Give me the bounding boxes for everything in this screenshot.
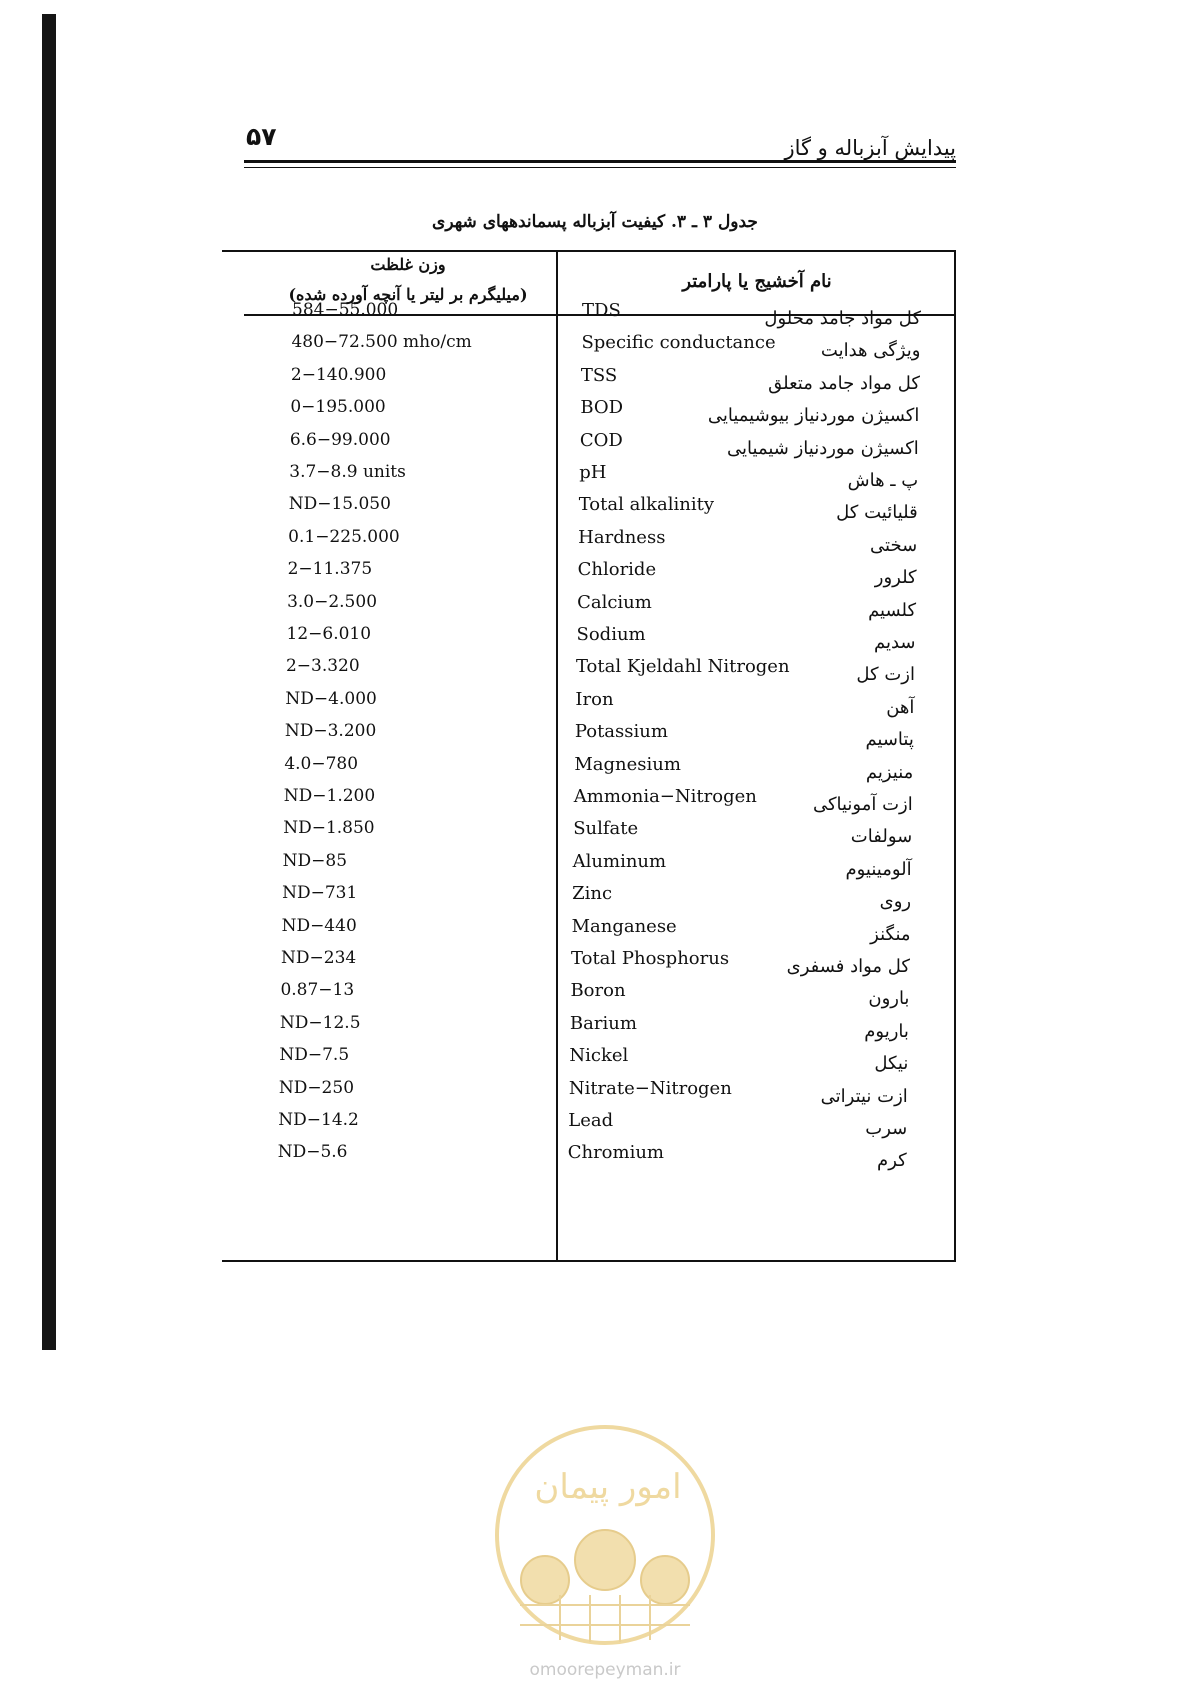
parameter-english: BOD: [580, 397, 624, 419]
concentration-value: 12−6.010: [286, 624, 372, 644]
table-row: [0, 462, 1191, 496]
parameter-english: Aluminum: [572, 850, 667, 872]
parameter-english: Nickel: [569, 1045, 629, 1067]
table-row: [0, 527, 1191, 561]
parameter-persian: ازت آمونیاکی: [812, 794, 913, 815]
table-row: [0, 721, 1191, 755]
table-row: [0, 656, 1191, 690]
parameter-english: Manganese: [571, 915, 677, 937]
parameter-english: Total Kjeldahl Nitrogen: [575, 656, 790, 678]
table-row: [0, 1142, 1191, 1176]
concentration-value: ND−234: [281, 948, 357, 968]
parameter-english: Total Phosphorus: [571, 948, 730, 969]
concentration-value: ND−3.200: [284, 721, 377, 742]
watermark-site: omoorepeyman.ir: [529, 1660, 681, 1680]
table-row: [0, 332, 1191, 366]
parameter-persian: روی: [879, 891, 912, 913]
parameter-persian: پ ـ هاش: [847, 470, 919, 491]
table-row: [0, 430, 1191, 464]
table-row: [0, 592, 1191, 626]
parameter-persian: کل مواد جامد متعلق: [768, 372, 920, 394]
running-head: پیدایش آبزباله و گاز: [784, 136, 956, 160]
parameter-persian: ازت کل: [856, 664, 915, 686]
concentration-value: ND−5.6: [277, 1142, 348, 1163]
table-row: [0, 494, 1191, 528]
parameter-english: Sulfate: [573, 818, 639, 840]
parameter-english: Calcium: [577, 591, 652, 613]
parameter-column-header: نام آخشیج یا پارامتر: [682, 271, 832, 292]
watermark-logo-text: امور پیمان: [534, 1467, 682, 1507]
table-row: [0, 786, 1191, 820]
parameter-persian: آلومینیوم: [845, 858, 912, 880]
parameter-persian: بارون: [868, 988, 910, 1010]
concentration-header-line2: (میلیگرم بر لیتر یا آنچه آورده شده): [288, 285, 528, 304]
concentration-value: 2−11.375: [287, 559, 373, 580]
table-row: [0, 980, 1191, 1014]
table-row: [0, 754, 1191, 788]
parameter-english: Lead: [568, 1110, 614, 1131]
concentration-value: 0.1−225.000: [288, 526, 400, 547]
table-row: [0, 1110, 1191, 1144]
parameter-english: Total alkalinity: [578, 494, 714, 516]
table-row: [0, 916, 1191, 950]
concentration-value: ND−15.050: [288, 494, 391, 515]
parameter-persian: سولفات: [850, 826, 913, 848]
table-row: [0, 1045, 1191, 1079]
concentration-value: 0−195.000: [290, 397, 386, 418]
parameter-english: TSS: [580, 364, 618, 386]
parameter-english: Ammonia−Nitrogen: [573, 786, 757, 807]
concentration-value: 2−3.320: [285, 656, 360, 677]
parameter-persian: کل مواد جامد محلول: [764, 308, 921, 329]
concentration-value: 0.87−13: [280, 980, 355, 1001]
parameter-persian: کرم: [877, 1150, 907, 1172]
table-row: [0, 883, 1191, 917]
header-rule-thick: [244, 160, 956, 163]
table-row: [0, 1078, 1191, 1112]
parameter-persian: کل مواد فسفری: [786, 956, 910, 977]
concentration-value: 2−140.900: [290, 364, 387, 385]
concentration-value: ND−14.2: [278, 1110, 359, 1130]
parameter-english: TDS: [582, 300, 621, 321]
table-row: [0, 1013, 1191, 1047]
parameter-persian: سرب: [865, 1118, 908, 1139]
table-row: [0, 818, 1191, 852]
parameter-english: Hardness: [578, 526, 666, 548]
table-row: [0, 948, 1191, 982]
concentration-value: 584−55.000: [292, 300, 399, 320]
concentration-value: ND−1.850: [283, 818, 375, 839]
parameter-english: Sodium: [576, 624, 646, 645]
parameter-persian: منیزیم: [865, 761, 914, 783]
parameter-english: Zinc: [572, 883, 613, 905]
parameter-persian: پتاسیم: [865, 729, 914, 751]
watermark-logo: [490, 1420, 720, 1650]
table-row: [0, 365, 1191, 399]
concentration-value: ND−85: [282, 850, 348, 871]
concentration-value: 3.7−8.9 units: [289, 462, 406, 482]
table-caption: جدول ۳ ـ ۳. کیفیت آبزباله پسماندههای شهری: [432, 212, 758, 232]
table-row: [0, 689, 1191, 723]
parameter-persian: قلیائیت کل: [836, 502, 918, 524]
concentration-value: ND−12.5: [279, 1012, 361, 1033]
concentration-value: ND−731: [282, 883, 358, 904]
parameter-english: Chromium: [567, 1142, 664, 1164]
concentration-value: 4.0−780: [284, 753, 359, 774]
parameter-persian: منگنز: [870, 923, 911, 945]
concentration-header-line1: وزن غلظت: [370, 255, 446, 274]
concentration-value: ND−7.5: [279, 1045, 350, 1066]
concentration-value: ND−4.000: [285, 688, 377, 709]
parameter-persian: اکسیژن موردنیاز شیمیایی: [727, 437, 919, 459]
parameter-persian: اکسیژن موردنیاز بیوشیمیایی: [707, 405, 920, 427]
parameter-persian: ویژگی هدایت: [820, 340, 921, 362]
concentration-value: ND−250: [278, 1077, 355, 1098]
table-row: [0, 624, 1191, 658]
page-number: ۵۷: [246, 122, 277, 151]
parameter-english: Chloride: [577, 559, 657, 581]
parameter-persian: کلسیم: [868, 599, 917, 621]
parameter-persian: سختی: [870, 534, 918, 556]
table-row: [0, 397, 1191, 431]
table-row: [0, 851, 1191, 885]
table-row: [0, 300, 1191, 334]
parameter-english: Iron: [575, 688, 614, 710]
parameter-english: Specific conductance: [581, 332, 776, 354]
parameter-persian: ازت نیتراتی: [820, 1085, 908, 1107]
header-rule-thin: [244, 167, 956, 168]
parameter-persian: نیکل: [874, 1053, 909, 1075]
concentration-value: 6.6−99.000: [289, 429, 391, 450]
parameter-persian: کلرور: [874, 567, 917, 589]
parameter-persian: آهن: [886, 696, 915, 718]
parameter-english: COD: [579, 429, 623, 451]
parameter-english: Barium: [569, 1012, 637, 1034]
parameter-english: Nitrate−Nitrogen: [568, 1077, 732, 1099]
parameter-english: Magnesium: [574, 753, 681, 775]
parameter-english: pH: [579, 462, 607, 483]
concentration-value: ND−440: [281, 915, 357, 936]
concentration-value: ND−1.200: [283, 786, 376, 806]
parameter-persian: سدیم: [873, 632, 916, 653]
table-row: [0, 559, 1191, 593]
parameter-persian: باریوم: [864, 1020, 909, 1042]
parameter-english: Potassium: [574, 721, 668, 743]
concentration-value: 3.0−2.500: [287, 591, 378, 612]
concentration-value: 480−72.500 mho/cm: [291, 332, 472, 353]
parameter-english: Boron: [570, 980, 626, 1002]
